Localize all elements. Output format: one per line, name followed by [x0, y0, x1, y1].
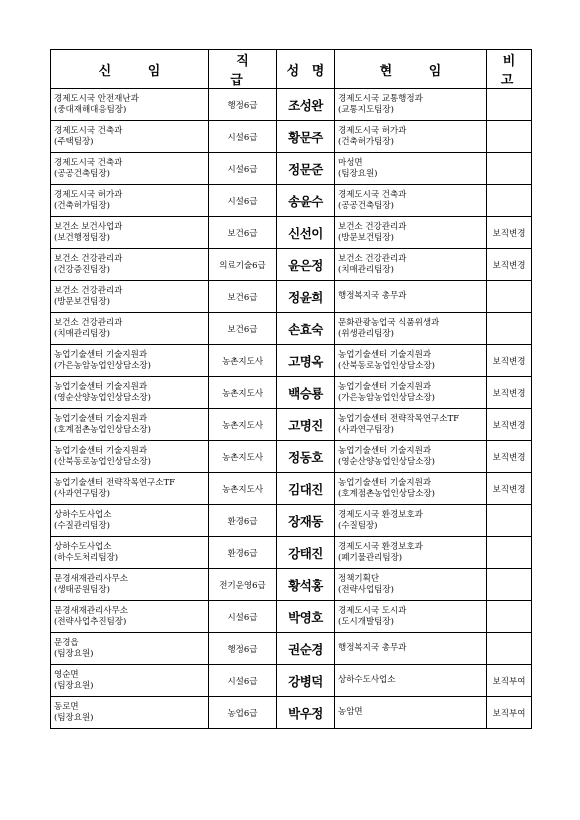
current-post-cell [335, 569, 487, 601]
name-cell: 신선이 [277, 217, 335, 249]
current-post-dept: 정책기획단 [338, 573, 380, 584]
name-cell: 정동호 [277, 441, 335, 473]
new-post-cell [51, 633, 209, 665]
note-cell [487, 313, 532, 345]
new-post-role: (수질관리팀장) [54, 520, 110, 531]
new-post-cell [51, 505, 209, 537]
current-post-cell [335, 281, 487, 313]
current-post-cell [335, 217, 487, 249]
current-post-cell [335, 345, 487, 377]
new-post-dept: 경제도시국 허가과 [54, 189, 123, 200]
name-cell: 윤은정 [277, 249, 335, 281]
table-header-row [51, 50, 532, 89]
note-cell [487, 633, 532, 665]
new-post-dept: 농업기술센터 기술지원과 [54, 349, 148, 360]
new-post-cell [51, 377, 209, 409]
current-post-role: (공공건축팀장) [338, 200, 394, 211]
new-post-role: (팀장요원) [54, 680, 94, 691]
current-post-dept: 농업기술센터 기술지원과 [338, 381, 432, 392]
current-post-dept: 마성면 [338, 157, 363, 168]
new-post-role: (치매관리팀장) [54, 328, 110, 339]
grade-cell: 농촌지도사 [209, 377, 277, 409]
grade-cell: 환경6급 [209, 505, 277, 537]
new-post-dept: 문경읍 [54, 637, 79, 648]
new-post-dept: 문경새재관리사무소 [54, 573, 128, 584]
name-cell: 황석홍 [277, 569, 335, 601]
grade-cell: 행정6급 [209, 633, 277, 665]
new-post-role: (사과연구팀장) [54, 488, 110, 499]
current-post-cell [335, 121, 487, 153]
new-post-cell [51, 89, 209, 121]
table-row [51, 89, 532, 121]
new-post-cell [51, 601, 209, 633]
grade-cell: 시설6급 [209, 665, 277, 697]
note-cell: 보직변경 [487, 473, 532, 505]
new-post-dept: 경제도시국 건축과 [54, 125, 123, 136]
new-post-dept: 문경새재관리사무소 [54, 605, 128, 616]
current-post-cell [335, 633, 487, 665]
current-post-role: (폐기물관리팀장) [338, 552, 403, 563]
table-row [51, 505, 532, 537]
note-cell: 보직부여 [487, 697, 532, 729]
personnel-table [50, 49, 532, 729]
table-row [51, 697, 532, 729]
grade-cell: 환경6급 [209, 537, 277, 569]
current-post-cell [335, 441, 487, 473]
name-cell: 백승룡 [277, 377, 335, 409]
grade-cell: 시설6급 [209, 185, 277, 217]
note-cell: 보직변경 [487, 217, 532, 249]
grade-cell: 보건6급 [209, 313, 277, 345]
new-post-role: (전략사업추진팀장) [54, 616, 127, 627]
new-post-dept: 보건소 보건사업과 [54, 221, 123, 232]
new-post-role: (호계점촌농업인상담소장) [54, 424, 151, 435]
current-post-role: (전략사업팀장) [338, 584, 394, 595]
new-post-cell [51, 441, 209, 473]
note-cell [487, 185, 532, 217]
current-post-cell [335, 665, 487, 697]
new-post-dept: 보건소 건강관리과 [54, 253, 123, 264]
note-cell [487, 281, 532, 313]
table-row [51, 569, 532, 601]
current-post-role: (호계점촌농업인상담소장) [338, 488, 435, 499]
new-post-dept: 영순면 [54, 669, 79, 680]
name-cell: 조성완 [277, 89, 335, 121]
current-post-dept: 문화관광농업국 식품위생과 [338, 317, 440, 328]
name-cell: 김대진 [277, 473, 335, 505]
grade-cell: 보건6급 [209, 281, 277, 313]
header-grade: 직 급 [209, 50, 277, 89]
current-post-role: (위생관리팀장) [338, 328, 394, 339]
current-post-cell [335, 153, 487, 185]
current-post-dept: 행정복지국 총무과 [338, 291, 407, 301]
current-post-cell [335, 249, 487, 281]
new-post-dept: 상하수도사업소 [54, 509, 112, 520]
new-post-role: (가은농암농업인상담소장) [54, 360, 151, 371]
grade-cell: 행정6급 [209, 89, 277, 121]
grade-cell: 농촌지도사 [209, 409, 277, 441]
current-post-dept: 농업기술센터 기술지원과 [338, 349, 432, 360]
new-post-cell [51, 569, 209, 601]
table-row [51, 441, 532, 473]
current-post-role: (영순산양농업인상담소장) [338, 456, 435, 467]
name-cell: 장재동 [277, 505, 335, 537]
current-post-cell [335, 89, 487, 121]
header-current-post: 현 임 [335, 50, 487, 89]
name-cell: 박우정 [277, 697, 335, 729]
current-post-role: (건축허가팀장) [338, 136, 394, 147]
current-post-dept: 경제도시국 교통행정과 [338, 93, 423, 104]
current-post-role: (산북동로농업인상담소장) [338, 360, 435, 371]
name-cell: 고명옥 [277, 345, 335, 377]
new-post-cell [51, 537, 209, 569]
new-post-role: (하수도처리팀장) [54, 552, 119, 563]
current-post-dept: 농업기술센터 기술지원과 [338, 477, 432, 488]
current-post-role: (방문보건팀장) [338, 232, 394, 243]
new-post-role: (공공건축팀장) [54, 168, 110, 179]
note-cell [487, 601, 532, 633]
current-post-cell [335, 377, 487, 409]
new-post-role: (보건행정팀장) [54, 232, 110, 243]
current-post-dept: 농업기술센터 전략작목연구소TF [338, 413, 460, 424]
table-row [51, 313, 532, 345]
table-row [51, 121, 532, 153]
new-post-role: (중대재해대응팀장) [54, 104, 127, 115]
grade-cell: 전기운영6급 [209, 569, 277, 601]
table-row [51, 633, 532, 665]
new-post-cell [51, 345, 209, 377]
grade-cell: 농촌지도사 [209, 473, 277, 505]
new-post-role: (산북동로농업인상담소장) [54, 456, 151, 467]
current-post-role: (가은농암농업인상담소장) [338, 392, 435, 403]
new-post-cell [51, 473, 209, 505]
current-post-dept: 농업기술센터 기술지원과 [338, 445, 432, 456]
current-post-role: (교통지도팀장) [338, 104, 394, 115]
current-post-cell [335, 697, 487, 729]
current-post-cell [335, 473, 487, 505]
note-cell: 보직부여 [487, 665, 532, 697]
grade-cell: 시설6급 [209, 153, 277, 185]
current-post-dept: 경제도시국 환경보호과 [338, 509, 423, 520]
new-post-cell [51, 281, 209, 313]
new-post-cell [51, 153, 209, 185]
new-post-role: (팀장요원) [54, 648, 94, 659]
new-post-dept: 농업기술센터 기술지원과 [54, 445, 148, 456]
note-cell [487, 569, 532, 601]
new-post-dept: 경제도시국 안전재난과 [54, 93, 139, 104]
current-post-cell [335, 537, 487, 569]
name-cell: 정문준 [277, 153, 335, 185]
note-cell [487, 153, 532, 185]
current-post-dept: 경제도시국 건축과 [338, 189, 407, 200]
new-post-dept: 농업기술센터 기술지원과 [54, 413, 148, 424]
name-cell: 강병덕 [277, 665, 335, 697]
new-post-cell [51, 409, 209, 441]
note-cell: 보직변경 [487, 377, 532, 409]
current-post-role: (팀장요원) [338, 168, 378, 179]
new-post-role: (영순산양농업인상담소장) [54, 392, 151, 403]
name-cell: 송윤수 [277, 185, 335, 217]
current-post-dept: 농암면 [338, 707, 363, 717]
grade-cell: 농업6급 [209, 697, 277, 729]
note-cell [487, 121, 532, 153]
new-post-role: (생태공원팀장) [54, 584, 110, 595]
name-cell: 권순경 [277, 633, 335, 665]
note-cell: 보직변경 [487, 249, 532, 281]
table-row [51, 281, 532, 313]
table-row [51, 153, 532, 185]
current-post-dept: 보건소 건강관리과 [338, 253, 407, 264]
grade-cell: 농촌지도사 [209, 441, 277, 473]
table-row [51, 217, 532, 249]
grade-cell: 농촌지도사 [209, 345, 277, 377]
name-cell: 정윤희 [277, 281, 335, 313]
note-cell [487, 537, 532, 569]
current-post-cell [335, 505, 487, 537]
table-row [51, 249, 532, 281]
name-cell: 손효숙 [277, 313, 335, 345]
new-post-cell [51, 665, 209, 697]
new-post-cell [51, 313, 209, 345]
name-cell: 강태진 [277, 537, 335, 569]
table-row [51, 601, 532, 633]
table-row [51, 473, 532, 505]
table-row [51, 665, 532, 697]
new-post-dept: 경제도시국 건축과 [54, 157, 123, 168]
note-cell: 보직변경 [487, 345, 532, 377]
new-post-cell [51, 249, 209, 281]
table-row [51, 345, 532, 377]
current-post-cell [335, 601, 487, 633]
table-row [51, 537, 532, 569]
name-cell: 박영호 [277, 601, 335, 633]
grade-cell: 시설6급 [209, 121, 277, 153]
grade-cell: 의료기술6급 [209, 249, 277, 281]
grade-cell: 보건6급 [209, 217, 277, 249]
new-post-role: (건축허가팀장) [54, 200, 110, 211]
new-post-role: (팀장요원) [54, 712, 94, 723]
current-post-dept: 경제도시국 도시과 [338, 605, 407, 616]
name-cell: 황문주 [277, 121, 335, 153]
current-post-cell [335, 185, 487, 217]
current-post-role: (치매관리팀장) [338, 264, 394, 275]
note-cell [487, 89, 532, 121]
name-cell: 고명진 [277, 409, 335, 441]
new-post-cell [51, 185, 209, 217]
new-post-cell [51, 217, 209, 249]
current-post-dept: 경제도시국 허가과 [338, 125, 407, 136]
new-post-role: (주택팀장) [54, 136, 94, 147]
new-post-dept: 보건소 건강관리과 [54, 317, 123, 328]
header-new-post: 신 임 [51, 50, 209, 89]
new-post-role: (방문보건팀장) [54, 296, 110, 307]
new-post-dept: 농업기술센터 전략작목연구소TF [54, 477, 176, 488]
note-cell: 보직변경 [487, 409, 532, 441]
new-post-role: (건강증진팀장) [54, 264, 110, 275]
new-post-dept: 보건소 건강관리과 [54, 285, 123, 296]
current-post-role: (사과연구팀장) [338, 424, 394, 435]
table-row [51, 185, 532, 217]
current-post-dept: 경제도시국 환경보호과 [338, 541, 423, 552]
current-post-cell [335, 313, 487, 345]
new-post-cell [51, 697, 209, 729]
current-post-dept: 상하수도사업소 [338, 675, 396, 685]
note-cell: 보직변경 [487, 441, 532, 473]
new-post-dept: 동로면 [54, 701, 79, 712]
grade-cell: 시설6급 [209, 601, 277, 633]
header-note: 비 고 [487, 50, 532, 89]
new-post-cell [51, 121, 209, 153]
table-row [51, 409, 532, 441]
current-post-dept: 보건소 건강관리과 [338, 221, 407, 232]
new-post-dept: 상하수도사업소 [54, 541, 112, 552]
header-name: 성 명 [277, 50, 335, 89]
table-row [51, 377, 532, 409]
current-post-dept: 행정복지국 총무과 [338, 643, 407, 653]
current-post-role: (도시개발팀장) [338, 616, 394, 627]
current-post-role: (수질팀장) [338, 520, 378, 531]
current-post-cell [335, 409, 487, 441]
note-cell [487, 505, 532, 537]
new-post-dept: 농업기술센터 기술지원과 [54, 381, 148, 392]
